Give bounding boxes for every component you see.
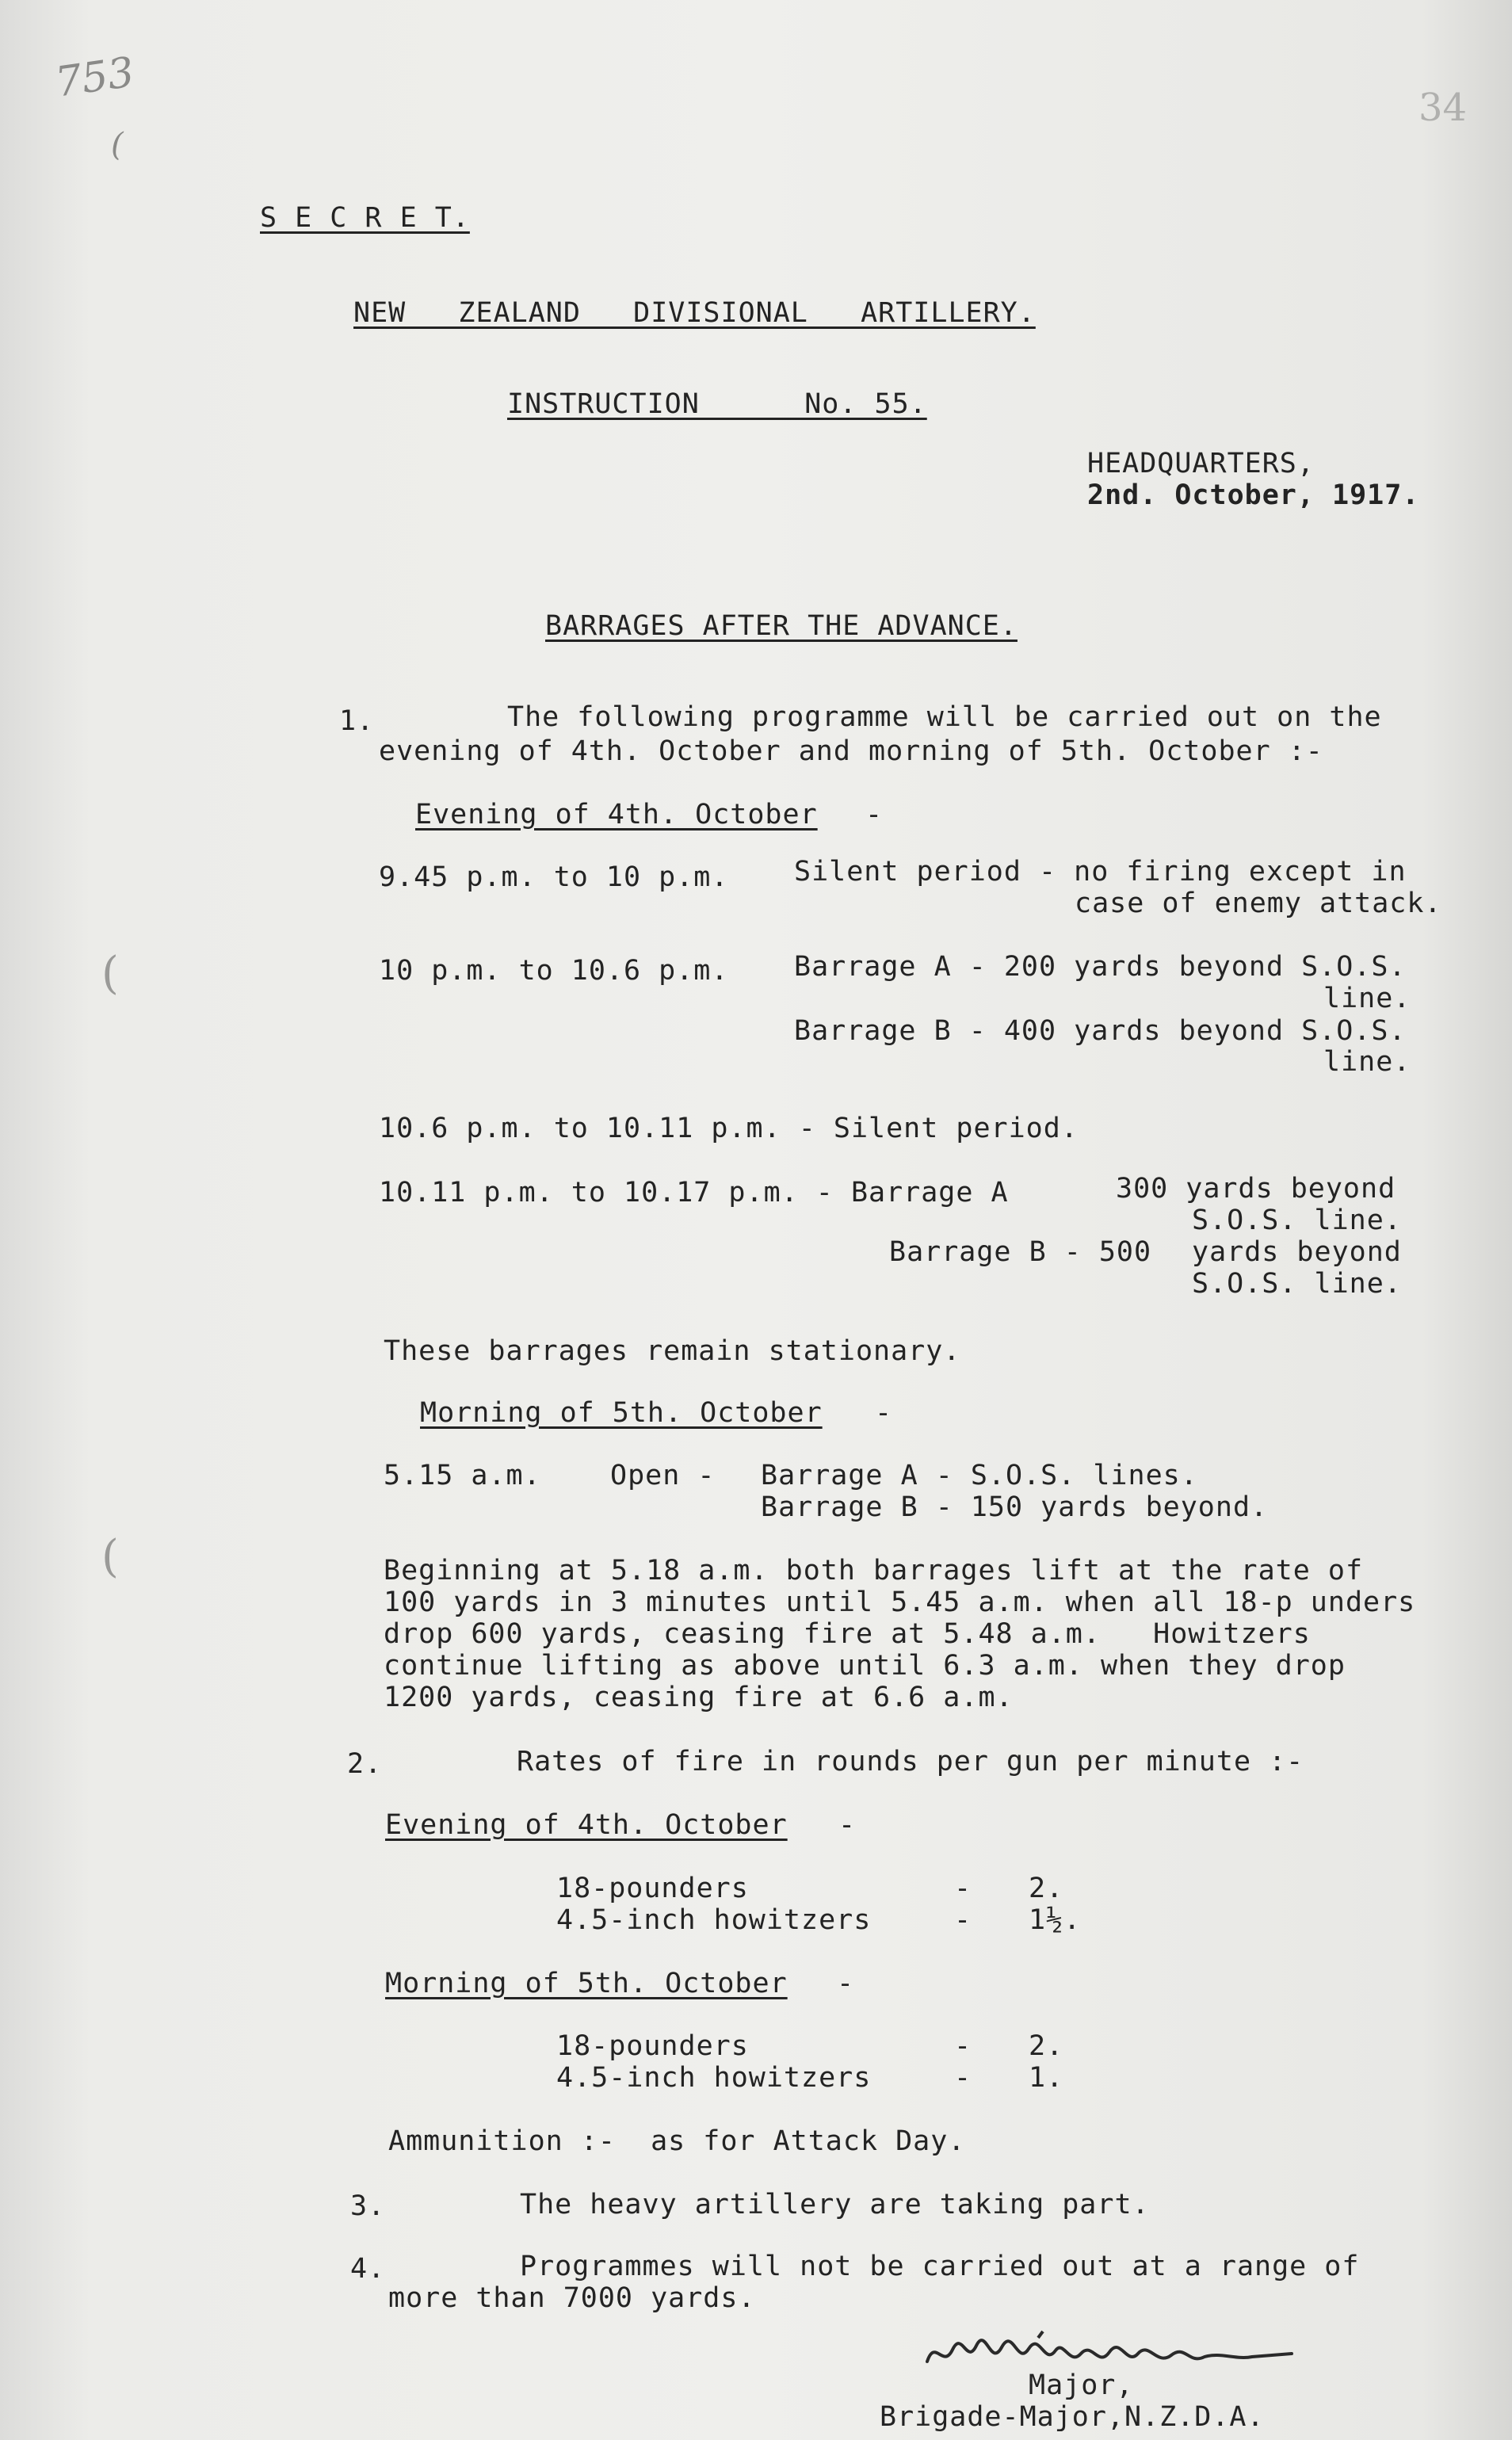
folio-number: 34 [1418, 86, 1468, 130]
paragraph-number: 1. [339, 705, 375, 737]
body-line: 1200 yards, ceasing fire at 6.6 a.m. [384, 1682, 1014, 1713]
evening-heading: Evening of 4th. October [385, 1809, 788, 1841]
para3-line: The heavy artillery are taking part. [520, 2189, 1150, 2220]
para2-line: Rates of fire in rounds per gun per minute :- [517, 1746, 1304, 1777]
body-line: continue lifting as above until 6.3 a.m. when they drop [384, 1650, 1346, 1682]
para1-line: The following programme will be carried out on the [507, 701, 1382, 733]
schedule-time: 10 p.m. to 10.6 p.m. [379, 955, 729, 987]
gun-type: 18-pounders [556, 2030, 749, 2062]
para4-line: more than 7000 yards. [388, 2282, 756, 2314]
paragraph-number: 4. [350, 2253, 386, 2285]
gun-type: 4.5-inch howitzers [556, 2062, 872, 2094]
secret-heading: S E C R E T. [260, 202, 470, 234]
heading-dash: - [837, 1968, 855, 1999]
schedule-desc: Barrage B - 500 [889, 1236, 1152, 1268]
morning-heading: Morning of 5th. October [420, 1397, 823, 1429]
signatory-appointment: Brigade-Major,N.Z.D.A. [880, 2401, 1265, 2433]
schedule-desc: Barrage A - 200 yards beyond S.O.S. [794, 951, 1407, 983]
heading-dash: - [838, 1809, 857, 1841]
body-line: drop 600 yards, ceasing fire at 5.48 a.m. Howitzers [384, 1618, 1311, 1650]
fire-rate: 1. [1029, 2062, 1064, 2094]
signatory-rank: Major, [1029, 2369, 1134, 2401]
heading-dash: - [875, 1397, 893, 1429]
gun-type: 4.5-inch howitzers [556, 1904, 872, 1936]
schedule-desc: 300 yards beyond [1116, 1173, 1396, 1205]
rate-dash: - [954, 1904, 972, 1936]
schedule-desc: yards beyond [1192, 1236, 1402, 1268]
gun-type: 18-pounders [556, 1873, 749, 1904]
schedule-time: 10.11 p.m. to 10.17 p.m. - Barrage A [379, 1177, 1009, 1209]
paragraph-number: 2. [347, 1748, 383, 1780]
punch-hole-mark: ( [101, 948, 119, 999]
fire-rate: 1½. [1029, 1904, 1082, 1936]
schedule-line: 10.6 p.m. to 10.11 p.m. - Silent period. [379, 1113, 1079, 1144]
fire-rate: 2. [1029, 1873, 1064, 1904]
paragraph-number: 3. [350, 2190, 386, 2222]
body-line: Beginning at 5.18 a.m. both barrages lift at the rate of [384, 1555, 1364, 1587]
para1-line: evening of 4th. October and morning of 5th. October :- [379, 735, 1323, 767]
stationary-note: These barrages remain stationary. [384, 1335, 961, 1367]
rate-dash: - [954, 2030, 972, 2062]
schedule-time: 9.45 p.m. to 10 p.m. [379, 861, 729, 893]
unit-heading: NEW ZEALAND DIVISIONAL ARTILLERY. [353, 297, 1036, 329]
hq-label: HEADQUARTERS, [1087, 448, 1315, 479]
punch-hole-mark: ( [101, 1531, 119, 1583]
schedule-desc: line. [1323, 983, 1411, 1014]
schedule-open: Open - [610, 1460, 716, 1491]
schedule-desc: Barrage B - 400 yards beyond S.O.S. [794, 1015, 1407, 1047]
archive-note: 753 [52, 48, 137, 107]
schedule-desc: S.O.S. line. [1192, 1205, 1402, 1236]
schedule-desc: Silent period - no firing except in [794, 856, 1407, 888]
schedule-desc: S.O.S. line. [1192, 1268, 1402, 1300]
body-line: 100 yards in 3 minutes until 5.45 a.m. when all 18-p unders [384, 1587, 1416, 1618]
schedule-desc: Barrage A - S.O.S. lines. [761, 1460, 1198, 1491]
document-title: BARRAGES AFTER THE ADVANCE. [545, 610, 1018, 642]
ammunition-note: Ammunition :- as for Attack Day. [388, 2125, 966, 2157]
schedule-desc: line. [1323, 1046, 1411, 1078]
fire-rate: 2. [1029, 2030, 1064, 2062]
document-date: 2nd. October, 1917. [1087, 479, 1420, 511]
para4-line: Programmes will not be carried out at a range of [520, 2251, 1360, 2282]
morning-heading: Morning of 5th. October [385, 1968, 788, 1999]
schedule-desc: Barrage B - 150 yards beyond. [761, 1491, 1269, 1523]
rate-dash: - [954, 2062, 972, 2094]
archive-mark: ( [111, 127, 124, 163]
schedule-time: 5.15 a.m. [384, 1460, 541, 1491]
rate-dash: - [954, 1873, 972, 1904]
instruction-heading: INSTRUCTION No. 55. [507, 388, 927, 420]
heading-dash: - [865, 799, 884, 831]
schedule-desc: case of enemy attack. [1075, 888, 1442, 919]
evening-heading: Evening of 4th. October [415, 799, 818, 831]
